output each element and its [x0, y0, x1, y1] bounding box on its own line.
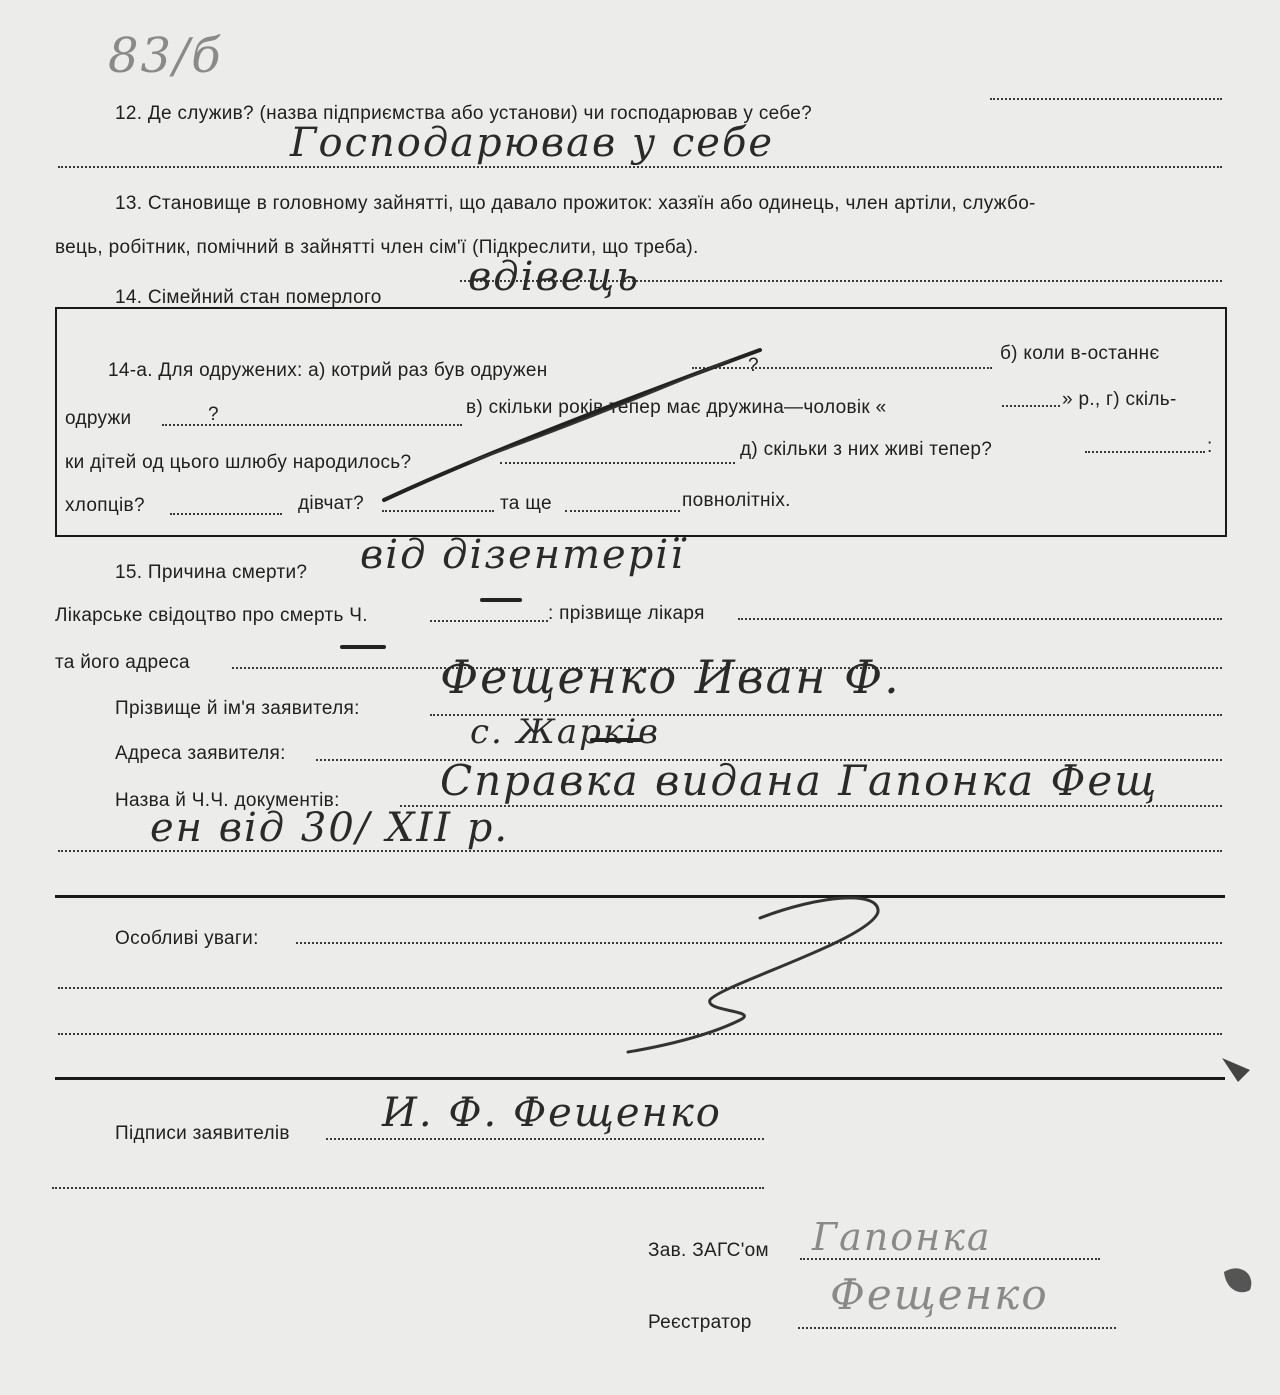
q14a-line1-a: 14-а. Для одружених: а) котрий раз був одружен — [108, 360, 548, 381]
q14a-line2-b: в) скільки років тепер має дружина—чоловік « — [466, 397, 887, 418]
q14a-colon: : — [1207, 436, 1213, 457]
q14-answer: вдівець — [468, 254, 641, 300]
applicant-address-answer: с. Жарків — [470, 712, 660, 752]
q14a-q1: ? — [748, 355, 759, 376]
documents-answer-line1: Справка видана Гапонка Фещ — [440, 756, 1159, 805]
medical-certificate-label: Лікарське свідоцтво про смерть Ч. — [55, 605, 368, 626]
registrar-label: Реєстратор — [648, 1312, 752, 1333]
q14a-line1-b: б) коли в-останнє — [1000, 343, 1160, 364]
q13-line2: вець, робітник, помічний в зайнятті член сім'ї (Підкреслити, що треба). — [55, 237, 699, 258]
special-notes-label: Особливі уваги: — [115, 928, 259, 949]
corner-mark-2 — [1224, 1268, 1251, 1292]
q14a-line4-a: хлопців? — [65, 495, 145, 516]
documents-answer-line2: ен від 30/ XII р. — [150, 805, 510, 851]
q15-label: 15. Причина смерти? — [115, 562, 308, 583]
zags-head-signature: Гапонка — [812, 1215, 992, 1259]
applicant-signature: И. Ф. Фещенко — [382, 1090, 722, 1136]
q14a-line2-c: » р., г) скіль- — [1062, 389, 1177, 410]
z-mark-special-notes — [628, 898, 878, 1052]
corner-mark-1 — [1222, 1058, 1250, 1082]
applicant-name-answer: Фещенко Иван Ф. — [440, 650, 901, 704]
q14a-line4-d: повнолітніх. — [682, 490, 791, 511]
q14-label: 14. Сімейний стан померлого — [115, 287, 382, 308]
archive-number: 83/б — [108, 28, 223, 84]
zags-head-label: Зав. ЗАГС'ом — [648, 1240, 769, 1261]
q14a-line4-c: та ще — [500, 493, 552, 514]
q14a-q2: ? — [208, 404, 219, 425]
q15-answer: від дізентерії — [360, 532, 685, 578]
q12-answer: Господарював у себе — [290, 120, 775, 166]
doctor-surname-label: : прізвище лікаря — [548, 603, 705, 624]
q14a-line2-a: одружи — [65, 408, 132, 429]
registrar-signature: Фещенко — [830, 1270, 1049, 1319]
doctor-address-label: та його адреса — [55, 652, 190, 673]
q14a-line4-b: дівчат? — [298, 493, 364, 514]
q12-label: 12. Де служив? (назва підприємства або установи) чи господарював у себе? — [115, 103, 812, 124]
q13-line1: 13. Становище в головному зайнятті, що давало прожиток: хазяїн або одинець, член артіли, службо- — [115, 193, 1036, 214]
applicant-signatures-label: Підписи заявителів — [115, 1123, 290, 1144]
documents-label: Назва й Ч.Ч. документів: — [115, 790, 340, 811]
q14a-line3-a: ки дітей од цього шлюбу народилось? — [65, 452, 412, 473]
q14a-line3-b: д) скільки з них живі тепер? — [740, 439, 993, 460]
applicant-address-label: Адреса заявителя: — [115, 743, 286, 764]
applicant-name-label: Прізвище й ім'я заявителя: — [115, 698, 360, 719]
